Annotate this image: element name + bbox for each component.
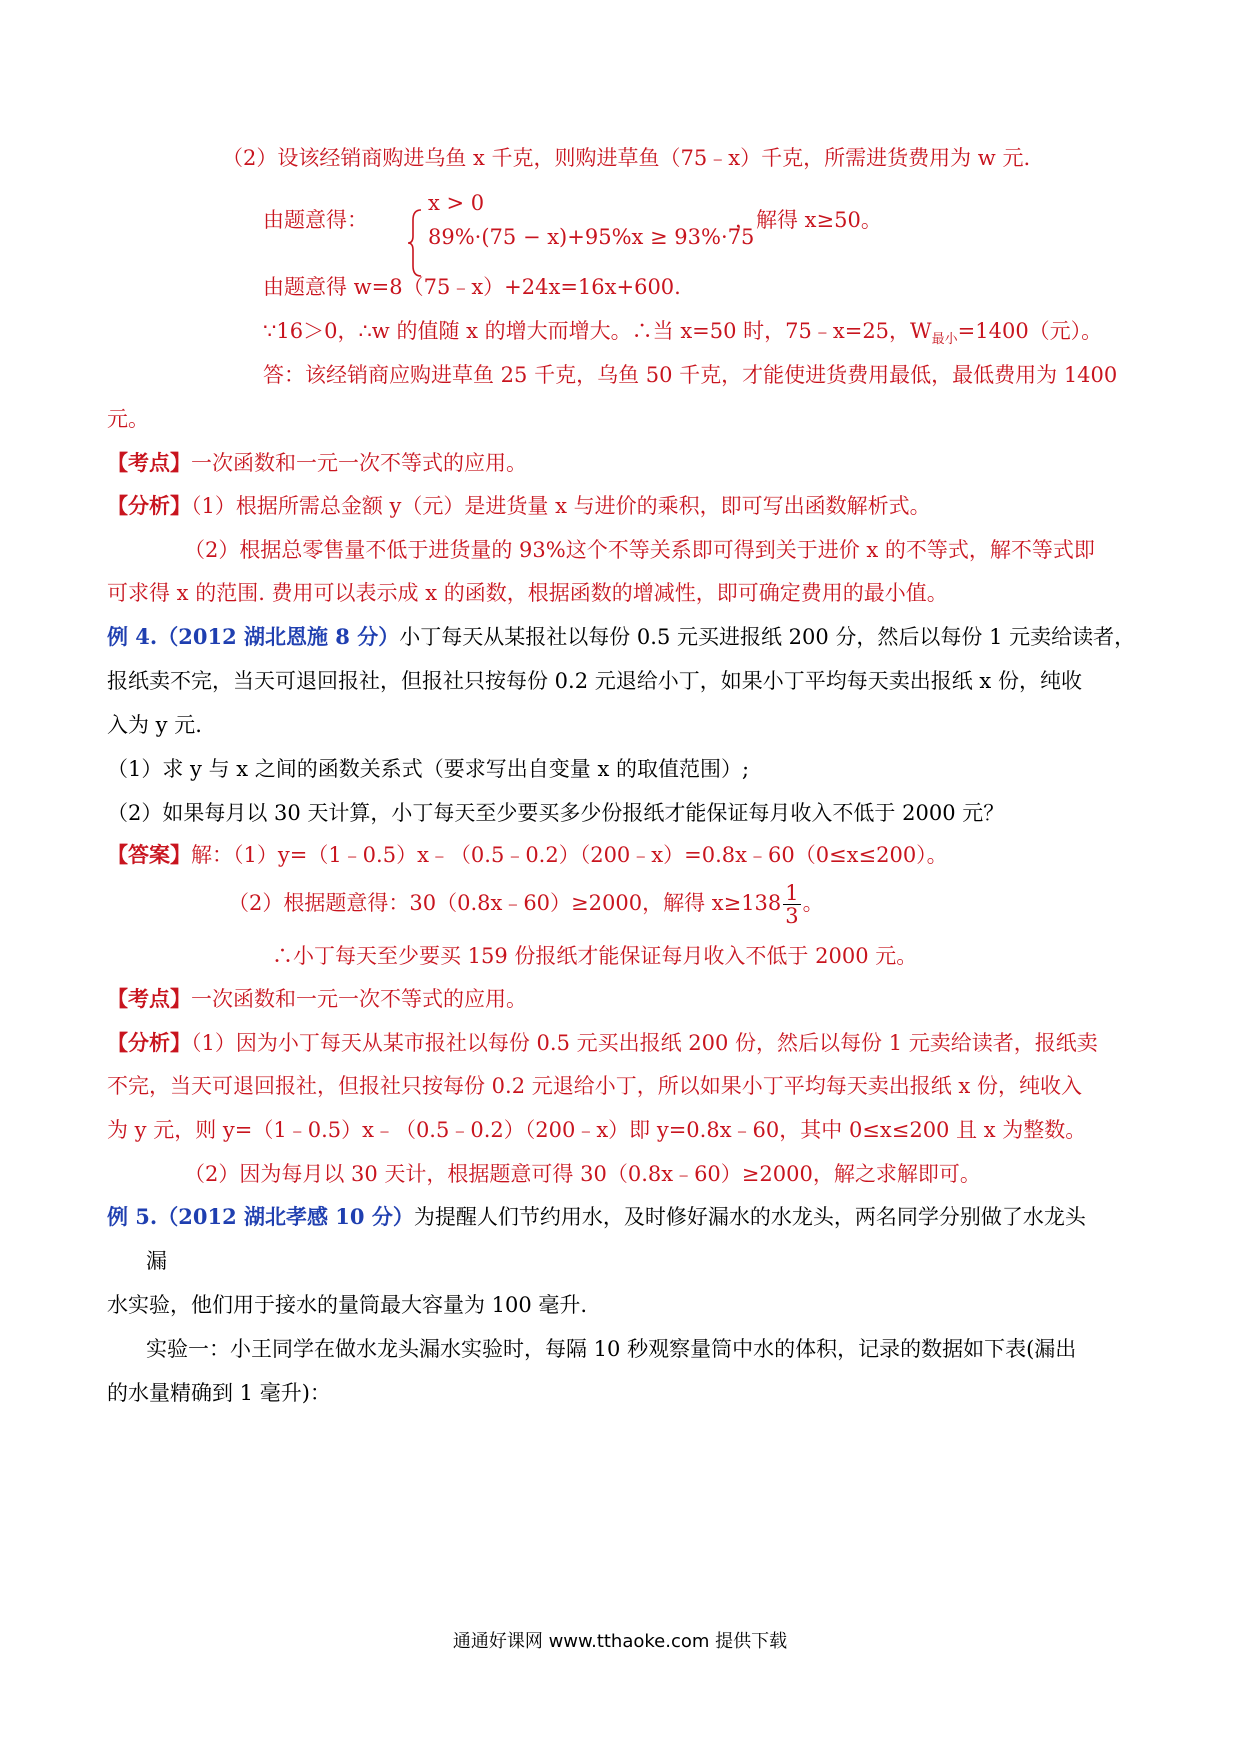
analysis-2-line-2: 不完，当天可退回报社，但报社只按每份 0.2 元退给小丁，所以如果小丁平均每天卖出报纸 x 份，纯收入 (107, 1074, 1082, 1098)
analysis-2-part2: （2）因为每月以 30 天计，根据题意可得 30（0.8x﹣60）≥2000，解之求解即可。 (184, 1162, 981, 1186)
analysis-1 (107, 491, 931, 521)
analysis-2-line-3: 为 y 元，则 y=（1﹣0.5）x﹣（0.5﹣0.2）（200﹣x）即 y=0.8x﹣60，其中 0≤x≤200 且 x 为整数。 (107, 1118, 1087, 1142)
example-5-line-3: 水实验，他们用于接水的量筒最大容量为 100 毫升. (107, 1293, 588, 1317)
system-row-2: 89%·(75 − x)+95%x ≥ 93%·75 (428, 225, 755, 249)
knowledge-tag: 【考点】 (107, 450, 191, 475)
fraction-numerator: 1 (785, 881, 799, 905)
conclusion-line-end: 元。 (107, 407, 149, 431)
example-4-line-2: 报纸卖不完，当天可退回报社，但报社只按每份 0.2 元退给小丁，如果小丁平均每天卖出报纸 x 份，纯收 (107, 669, 1082, 693)
system-prefix: 由题意得： (263, 208, 368, 232)
knowledge-text-2: 一次函数和一元一次不等式的应用。 (191, 987, 527, 1011)
example-5-text: 为提醒人们节约用水，及时修好漏水的水龙头，两名同学分别做了水龙头 (413, 1205, 1086, 1229)
analysis-text-2: （1）因为小丁每天从某市报社以每份 0.5 元买出报纸 200 份，然后以每份 1 元卖给读者，报纸卖 (191, 1031, 1098, 1055)
example-5-tag: 例 5. (107, 1204, 158, 1229)
knowledge-point-1 (107, 448, 527, 478)
analysis-tag-2: 【分析】 (107, 1030, 191, 1055)
monotonic-line (263, 316, 1102, 355)
example-5-heading (107, 1202, 1086, 1232)
system-suffix: ，解得 x≥50。 (735, 208, 882, 232)
answer-4-part2 (228, 875, 824, 931)
example-4-question-2: （2）如果每月以 30 天计算，小丁每天至少要买多少份报纸才能保证每月收入不低于 2000 元？ (107, 801, 1005, 825)
example-5-experiment-1-cont: 的水量精确到 1 毫升)： (107, 1381, 331, 1405)
fraction-denominator: 3 (785, 904, 799, 928)
system-row-1: x > 0 (428, 191, 485, 215)
answer-4-conclusion: ∴小丁每天至少要买 159 份报纸才能保证每月收入不低于 2000 元。 (272, 944, 918, 968)
example-4-heading (107, 622, 1135, 652)
analysis-1-part2: （2）根据总零售量不低于进货量的 93%这个不等关系即可得到关于进价 x 的不等式，解不等式即 (184, 538, 1095, 562)
knowledge-tag-2: 【考点】 (107, 986, 191, 1011)
example-5-source: （2012 湖北孝感 10 分） (157, 1204, 414, 1229)
answer-line-part2: （2）设该经销商购进乌鱼 x 千克，则购进草鱼（75﹣x）千克，所需进货费用为 w 元. (222, 146, 1031, 170)
monotonic-result: =1400（元）。 (957, 319, 1103, 343)
answer-4-part2-end: 。 (802, 891, 824, 915)
example-4-text: 小丁每天从某报社以每份 0.5 元买进报纸 200 分，然后以每份 1 元卖给读者， (399, 625, 1136, 649)
monotonic-text: ∵16＞0，∴w 的值随 x 的增大而增大。∴当 x=50 时，75﹣x=25，W (263, 319, 932, 343)
answer-4 (107, 840, 948, 870)
knowledge-point-2 (107, 984, 527, 1014)
example-4-tag: 例 4. (107, 624, 158, 649)
knowledge-text: 一次函数和一元一次不等式的应用。 (191, 451, 527, 475)
example-4-line-3: 入为 y 元. (107, 713, 202, 737)
answer-tag: 【答案】 (107, 842, 191, 867)
brace-icon (407, 208, 423, 278)
page-footer: 通通好课网 www.tthaoke.com 提供下载 (452, 1631, 788, 1652)
cost-function-line: 由题意得 w=8（75﹣x）+24x=16x+600. (263, 275, 681, 299)
answer-4-part2-text: （2）根据题意得：30（0.8x﹣60）≥2000，解得 x≥138 (228, 891, 782, 915)
analysis-2 (107, 1028, 1098, 1058)
answer-text: 解：（1）y=（1﹣0.5）x﹣（0.5﹣0.2）（200﹣x）=0.8x﹣60（0≤x≤200）。 (191, 843, 948, 867)
example-5-experiment-1: 实验一：小王同学在做水龙头漏水实验时，每隔 10 秒观察量筒中水的体积，记录的数据如下表(漏出 (146, 1337, 1077, 1361)
min-subscript: 最小 (931, 332, 958, 348)
conclusion-line: 答：该经销商应购进草鱼 25 千克，乌鱼 50 千克，才能使进货费用最低，最低费用为 1400 (263, 363, 1118, 387)
analysis-1-part2-cont: 可求得 x 的范围. 费用可以表示成 x 的函数，根据函数的增减性，即可确定费用的最小值。 (107, 581, 948, 605)
example-5-line-2: 漏 (146, 1249, 167, 1273)
example-4-source: （2012 湖北恩施 8 分） (157, 624, 400, 649)
example-4-question-1: （1）求 y 与 x 之间的函数关系式（要求写出自变量 x 的取值范围）; (107, 757, 750, 781)
analysis-tag: 【分析】 (107, 493, 191, 518)
analysis-text: （1）根据所需总金额 y（元）是进货量 x 与进价的乘积，即可写出函数解析式。 (191, 494, 931, 518)
fraction (783, 882, 800, 927)
